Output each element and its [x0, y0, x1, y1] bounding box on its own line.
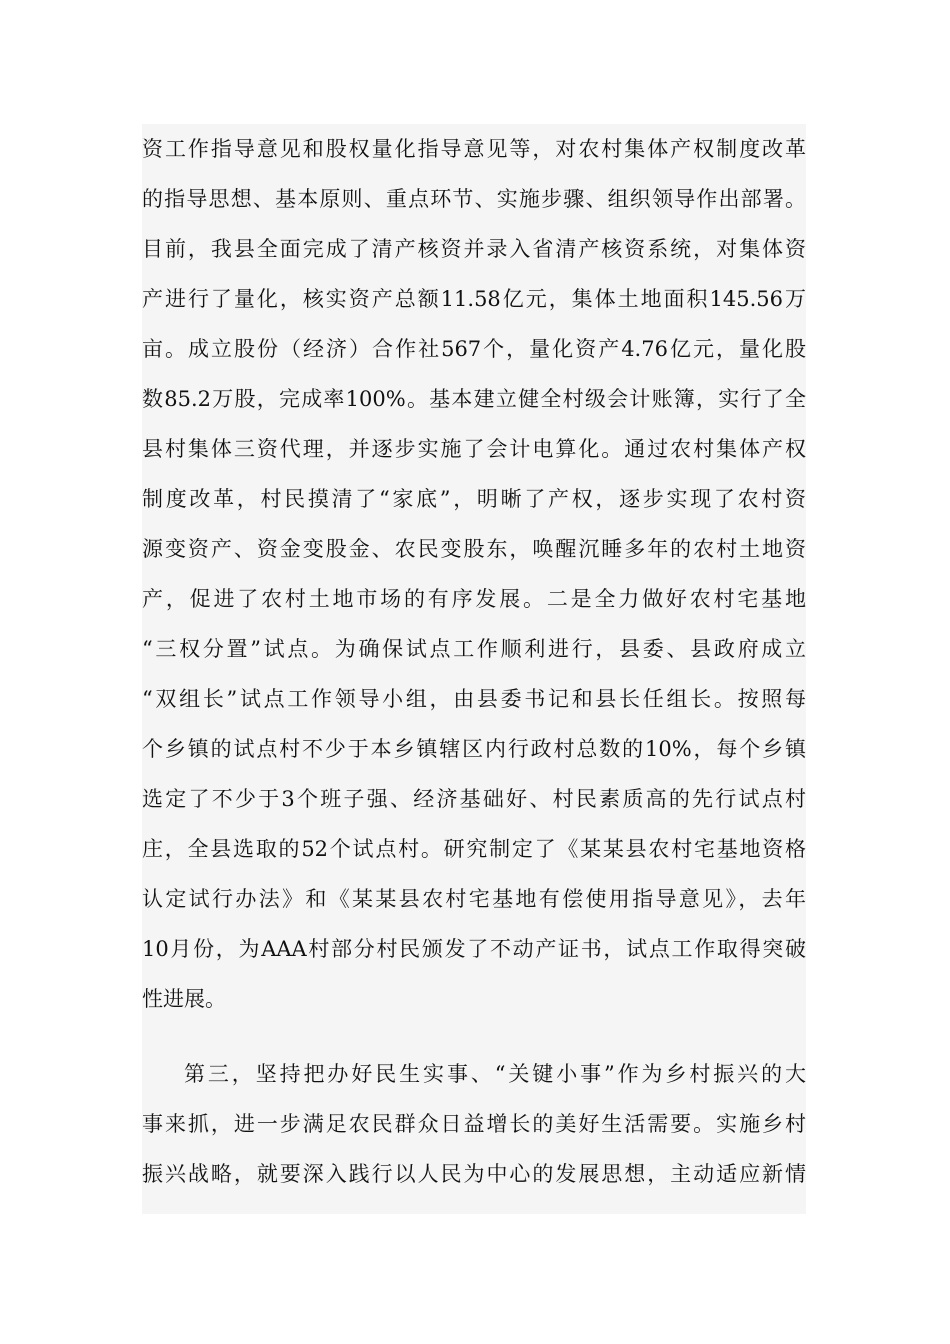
text-line: 资工作指导意见和股权量化指导意见等，对农村集体产权制度改革: [142, 137, 806, 161]
text-line: 性进展。: [142, 987, 226, 1011]
text-line: 选定了不少于3个班子强、经济基础好、村民素质高的先行试点村: [142, 787, 806, 811]
text-line: 产，促进了农村土地市场的有序发展。二是全力做好农村宅基地: [142, 587, 806, 611]
text-line: 的指导思想、基本原则、重点环节、实施步骤、组织领导作出部署。: [142, 187, 806, 211]
text-line: 10月份，为AAA村部分村民颁发了不动产证书，试点工作取得突破: [142, 937, 806, 961]
paragraph-1: [142, 124, 806, 1024]
text-line: 产进行了量化，核实资产总额11.58亿元，集体土地面积145.56万: [142, 287, 806, 311]
text-line: 振兴战略，就要深入践行以人民为中心的发展思想，主动适应新情: [142, 1162, 806, 1186]
text-line: 制度改革，村民摸清了“家底”，明晰了产权，逐步实现了农村资: [142, 487, 806, 511]
text-line: 数85.2万股，完成率100%。基本建立健全村级会计账簿，实行了全: [142, 387, 806, 411]
text-line: 目前，我县全面完成了清产核资并录入省清产核资系统，对集体资: [142, 237, 806, 261]
text-line: 认定试行办法》和《某某县农村宅基地有偿使用指导意见》，去年: [142, 887, 806, 911]
text-line: 个乡镇的试点村不少于本乡镇辖区内行政村总数的10%，每个乡镇: [142, 737, 806, 761]
text-line: 庄，全县选取的52个试点村。研究制定了《某某县农村宅基地资格: [142, 837, 806, 861]
text-block: [142, 124, 806, 1214]
text-line: “三权分置”试点。为确保试点工作顺利进行，县委、县政府成立: [142, 637, 806, 661]
text-line: 事来抓，进一步满足农民群众日益增长的美好生活需要。实施乡村: [142, 1112, 806, 1136]
paragraph-2: [142, 1049, 806, 1199]
text-line: 县村集体三资代理，并逐步实施了会计电算化。通过农村集体产权: [142, 437, 806, 461]
text-line: 源变资产、资金变股金、农民变股东，唤醒沉睡多年的农村土地资: [142, 537, 806, 561]
text-line: 第三，坚持把办好民生实事、“关键小事”作为乡村振兴的大: [184, 1062, 806, 1086]
text-line: “双组长”试点工作领导小组，由县委书记和县长任组长。按照每: [142, 687, 806, 711]
text-line: 亩。成立股份（经济）合作社567个，量化资产4.76亿元，量化股: [142, 337, 806, 361]
